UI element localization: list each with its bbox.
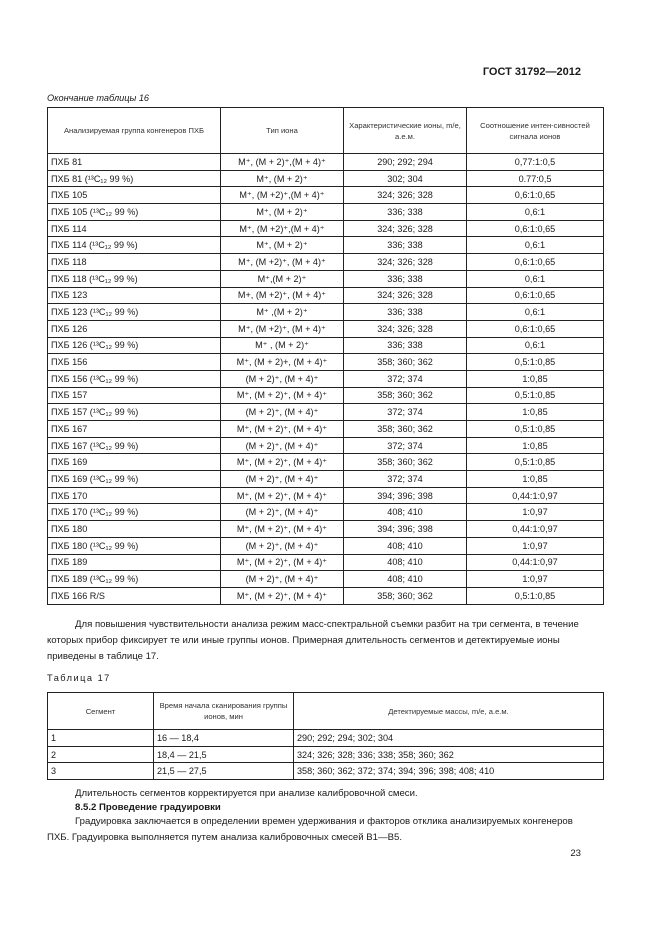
cell-ions: 394; 396; 398: [344, 521, 467, 538]
cell-group: ПХБ 118 (¹³C₁₂ 99 %): [48, 270, 221, 287]
cell-group: ПХБ 156 (¹³C₁₂ 99 %): [48, 370, 221, 387]
cell-ions: 372; 374: [344, 471, 467, 488]
cell-masses: 324; 326; 328; 336; 338; 358; 360; 362: [294, 746, 604, 763]
cell-ion: M⁺, (M + 2)⁺, (M + 4)⁺: [221, 554, 344, 571]
cell-ion: M⁺, (M + 2)⁺,(M + 4)⁺: [221, 154, 344, 171]
table-row: [48, 337, 604, 354]
cell-ion: M⁺, (M + 2)⁺, (M + 4)⁺: [221, 454, 344, 471]
cell-ion: (M + 2)⁺, (M + 4)⁺: [221, 404, 344, 421]
cell-ion: (M + 2)⁺, (M + 4)⁺: [221, 471, 344, 488]
cell-segment: 2: [48, 746, 154, 763]
table17-caption: Таблица 17: [47, 673, 111, 683]
table-row: [48, 587, 604, 604]
table16-body: [48, 154, 604, 605]
cell-ions: 358; 360; 362: [344, 354, 467, 371]
cell-ion: M⁺, (M +2)⁺, (M + 4)⁺: [221, 320, 344, 337]
cell-ion: M⁺, (M + 2)⁺, (M + 4)⁺: [221, 487, 344, 504]
table-row: [48, 154, 604, 171]
table-row: [48, 354, 604, 371]
cell-ion: M⁺ ,(M + 2)⁺: [221, 304, 344, 321]
cell-ions: 394; 396; 398: [344, 487, 467, 504]
table-row: [48, 421, 604, 438]
cell-ions: 336; 338: [344, 304, 467, 321]
cell-ion: (M + 2)⁺, (M + 4)⁺: [221, 370, 344, 387]
cell-group: ПХБ 180 (¹³C₁₂ 99 %): [48, 537, 221, 554]
cell-ratio: 1:0,97: [467, 571, 604, 588]
cell-group: ПХБ 189 (¹³C₁₂ 99 %): [48, 571, 221, 588]
table-row: [48, 763, 604, 780]
standard-number: ГОСТ 31792—2012: [482, 66, 581, 78]
cell-time: 21,5 — 27,5: [154, 763, 294, 780]
table-16: [47, 107, 604, 605]
cell-ion: (M + 2)⁺, (M + 4)⁺: [221, 571, 344, 588]
cell-ions: 324; 326; 328: [344, 320, 467, 337]
cell-ions: 324; 326; 328: [344, 187, 467, 204]
cell-ion: M⁺, (M + 2)⁺, (M + 4)⁺: [221, 587, 344, 604]
cell-ion: (M + 2)⁺, (M + 4)⁺: [221, 504, 344, 521]
cell-ratio: 1:0,97: [467, 537, 604, 554]
table-row: [48, 487, 604, 504]
cell-segment: 3: [48, 763, 154, 780]
page-number: 23: [570, 848, 581, 859]
cell-group: ПХБ 105 (¹³C₁₂ 99 %): [48, 204, 221, 221]
cell-group: ПХБ 169 (¹³C₁₂ 99 %): [48, 471, 221, 488]
table-row: [48, 454, 604, 471]
cell-ions: 358; 360; 362: [344, 587, 467, 604]
table-row: [48, 270, 604, 287]
cell-group: ПХБ 166 R/S: [48, 587, 221, 604]
cell-group: ПХБ 126: [48, 320, 221, 337]
cell-ion: M⁺, (M + 2)+, (M + 4)⁺: [221, 354, 344, 371]
header-cell: Тип иона: [221, 108, 344, 154]
cell-ratio: 0,5:1:0,85: [467, 587, 604, 604]
cell-masses: 290; 292; 294; 302; 304: [294, 730, 604, 747]
cell-ion: M⁺, (M + 2)⁺: [221, 170, 344, 187]
table17-header-row: [48, 693, 604, 730]
cell-ions: 408; 410: [344, 537, 467, 554]
cell-ratio: 0,6:1:0,65: [467, 220, 604, 237]
cell-ion: (M + 2)⁺, (M + 4)⁺: [221, 537, 344, 554]
cell-ratio: 0,5:1:0,85: [467, 421, 604, 438]
cell-group: ПХБ 167: [48, 421, 221, 438]
cell-ions: 372; 374: [344, 437, 467, 454]
cell-ion: M⁺, (M +2)⁺,(M + 4)⁺: [221, 220, 344, 237]
table-row: [48, 504, 604, 521]
cell-ions: 302; 304: [344, 170, 467, 187]
table16-header-row: [48, 108, 604, 154]
cell-group: ПХБ 169: [48, 454, 221, 471]
cell-group: ПХБ 123 (¹³C₁₂ 99 %): [48, 304, 221, 321]
table-row: [48, 320, 604, 337]
section-title: 8.5.2 Проведение градуировки: [75, 802, 221, 813]
cell-ratio: 0,5:1:0,85: [467, 387, 604, 404]
cell-group: ПХБ 170: [48, 487, 221, 504]
cell-ratio: 0,6:1: [467, 304, 604, 321]
cell-ion: M⁺, (M + 2)⁺: [221, 237, 344, 254]
cell-ratio: 1:0,85: [467, 404, 604, 421]
table17-body: [48, 730, 604, 780]
table-row: [48, 554, 604, 571]
cell-ratio: 0,6:1: [467, 204, 604, 221]
cell-group: ПХБ 118: [48, 254, 221, 271]
cell-group: ПХБ 126 (¹³C₁₂ 99 %): [48, 337, 221, 354]
cell-ions: 372; 374: [344, 404, 467, 421]
cell-ions: 408; 410: [344, 571, 467, 588]
cell-ratio: 1:0,85: [467, 437, 604, 454]
cell-group: ПХБ 157: [48, 387, 221, 404]
cell-ratio: 0.77:0,5: [467, 170, 604, 187]
cell-segment: 1: [48, 730, 154, 747]
table-row: [48, 170, 604, 187]
cell-ratio: 0,44:1:0,97: [467, 487, 604, 504]
cell-group: ПХБ 105: [48, 187, 221, 204]
header-cell: Соотношение интен-сивностей сигнала ионов: [467, 108, 604, 154]
cell-group: ПХБ 157 (¹³C₁₂ 99 %): [48, 404, 221, 421]
cell-ratio: 1:0,97: [467, 504, 604, 521]
cell-ions: 408; 410: [344, 504, 467, 521]
table-row: [48, 521, 604, 538]
cell-ratio: 0,77:1:0,5: [467, 154, 604, 171]
cell-ions: 358; 360; 362: [344, 421, 467, 438]
cell-group: ПХБ 114 (¹³C₁₂ 99 %): [48, 237, 221, 254]
cell-time: 16 — 18,4: [154, 730, 294, 747]
table-row: [48, 471, 604, 488]
paragraph-duration: Длительность сегментов корректируется при анализе калибровочной смеси.: [75, 788, 418, 799]
cell-ions: 336; 338: [344, 204, 467, 221]
cell-ratio: 0,6:1:0,65: [467, 287, 604, 304]
table-row: [48, 237, 604, 254]
cell-ratio: 0,6:1:0,65: [467, 187, 604, 204]
cell-ions: 336; 338: [344, 237, 467, 254]
cell-ratio: 0,6:1: [467, 270, 604, 287]
cell-group: ПХБ 180: [48, 521, 221, 538]
cell-ratio: 0,44:1:0,97: [467, 554, 604, 571]
cell-ion: M⁺, (M +2)⁺,(M + 4)⁺: [221, 187, 344, 204]
cell-group: ПХБ 81 (¹³C₁₂ 99 %): [48, 170, 221, 187]
cell-masses: 358; 360; 362; 372; 374; 394; 396; 398; 408; 410: [294, 763, 604, 780]
cell-ions: 324; 326; 328: [344, 220, 467, 237]
table-row: [48, 571, 604, 588]
cell-ions: 336; 338: [344, 337, 467, 354]
cell-ion: M⁺, (M + 2)⁺: [221, 204, 344, 221]
cell-group: ПХБ 114: [48, 220, 221, 237]
cell-ratio: 0,5:1:0,85: [467, 454, 604, 471]
header-cell: Характеристические ионы, m/e, а.е.м.: [344, 108, 467, 154]
cell-ion: M⁺, (M +2)⁺, (M + 4)⁺: [221, 254, 344, 271]
table-row: [48, 304, 604, 321]
cell-ratio: 0,6:1: [467, 237, 604, 254]
cell-ions: 324; 326; 328: [344, 254, 467, 271]
cell-ion: M⁺, (M + 2)⁺, (M + 4)⁺: [221, 521, 344, 538]
cell-ion: M+, (M +2)⁺, (M + 4)⁺: [221, 287, 344, 304]
cell-ion: M⁺, (M + 2)⁺, (M + 4)⁺: [221, 421, 344, 438]
cell-ion: M⁺ , (M + 2)⁺: [221, 337, 344, 354]
cell-ratio: 1:0,85: [467, 370, 604, 387]
cell-ions: 324; 326; 328: [344, 287, 467, 304]
cell-group: ПХБ 167 (¹³C₁₂ 99 %): [48, 437, 221, 454]
table-row: [48, 730, 604, 747]
cell-ions: 358; 360; 362: [344, 387, 467, 404]
table-row: [48, 187, 604, 204]
table-row: [48, 287, 604, 304]
table-row: [48, 220, 604, 237]
cell-group: ПХБ 156: [48, 354, 221, 371]
cell-time: 18,4 — 21,5: [154, 746, 294, 763]
header-cell: Анализируемая группа конгенеров ПХБ: [48, 108, 221, 154]
table16-caption: Окончание таблицы 16: [47, 93, 150, 103]
paragraph-segments: Для повышения чувствительности анализа режим масс-спектральной съемки разбит на три сегмента, в течение которых прибор фиксирует те или иные группы ионов. Примерная длительность сегментов и детектируемые ионы приведены в таблице 17.: [47, 619, 579, 662]
table-row: [48, 746, 604, 763]
cell-group: ПХБ 170 (¹³C₁₂ 99 %): [48, 504, 221, 521]
cell-ion: M⁺,(M + 2)⁺: [221, 270, 344, 287]
cell-ions: 358; 360; 362: [344, 454, 467, 471]
cell-ratio: 0,6:1: [467, 337, 604, 354]
cell-ratio: 1:0,85: [467, 471, 604, 488]
cell-group: ПХБ 189: [48, 554, 221, 571]
cell-group: ПХБ 123: [48, 287, 221, 304]
table-row: [48, 204, 604, 221]
header-cell: Время начала сканирования группы ионов, мин: [154, 693, 294, 730]
cell-group: ПХБ 81: [48, 154, 221, 171]
table-row: [48, 437, 604, 454]
table-row: [48, 254, 604, 271]
cell-ion: (M + 2)⁺, (M + 4)⁺: [221, 437, 344, 454]
table-row: [48, 537, 604, 554]
table-17: [47, 692, 604, 780]
cell-ion: M⁺, (M + 2)⁺, (M + 4)⁺: [221, 387, 344, 404]
cell-ions: 290; 292; 294: [344, 154, 467, 171]
cell-ratio: 0,5:1:0,85: [467, 354, 604, 371]
paragraph-calibration: Градуировка заключается в определении времен удерживания и факторов отклика анализируемых конгенеров ПХБ. Градуировка выполняется путем анализа калибровочных смесей B1—B5.: [47, 816, 573, 843]
header-cell: Детектируемые массы, m/e, а.е.м.: [294, 693, 604, 730]
cell-ratio: 0,6:1:0,65: [467, 254, 604, 271]
cell-ions: 408; 410: [344, 554, 467, 571]
cell-ratio: 0,44:1:0,97: [467, 521, 604, 538]
cell-ions: 336; 338: [344, 270, 467, 287]
cell-ions: 372; 374: [344, 370, 467, 387]
table-row: [48, 387, 604, 404]
cell-ratio: 0,6:1:0,65: [467, 320, 604, 337]
table-row: [48, 370, 604, 387]
header-cell: Сегмент: [48, 693, 154, 730]
table-row: [48, 404, 604, 421]
